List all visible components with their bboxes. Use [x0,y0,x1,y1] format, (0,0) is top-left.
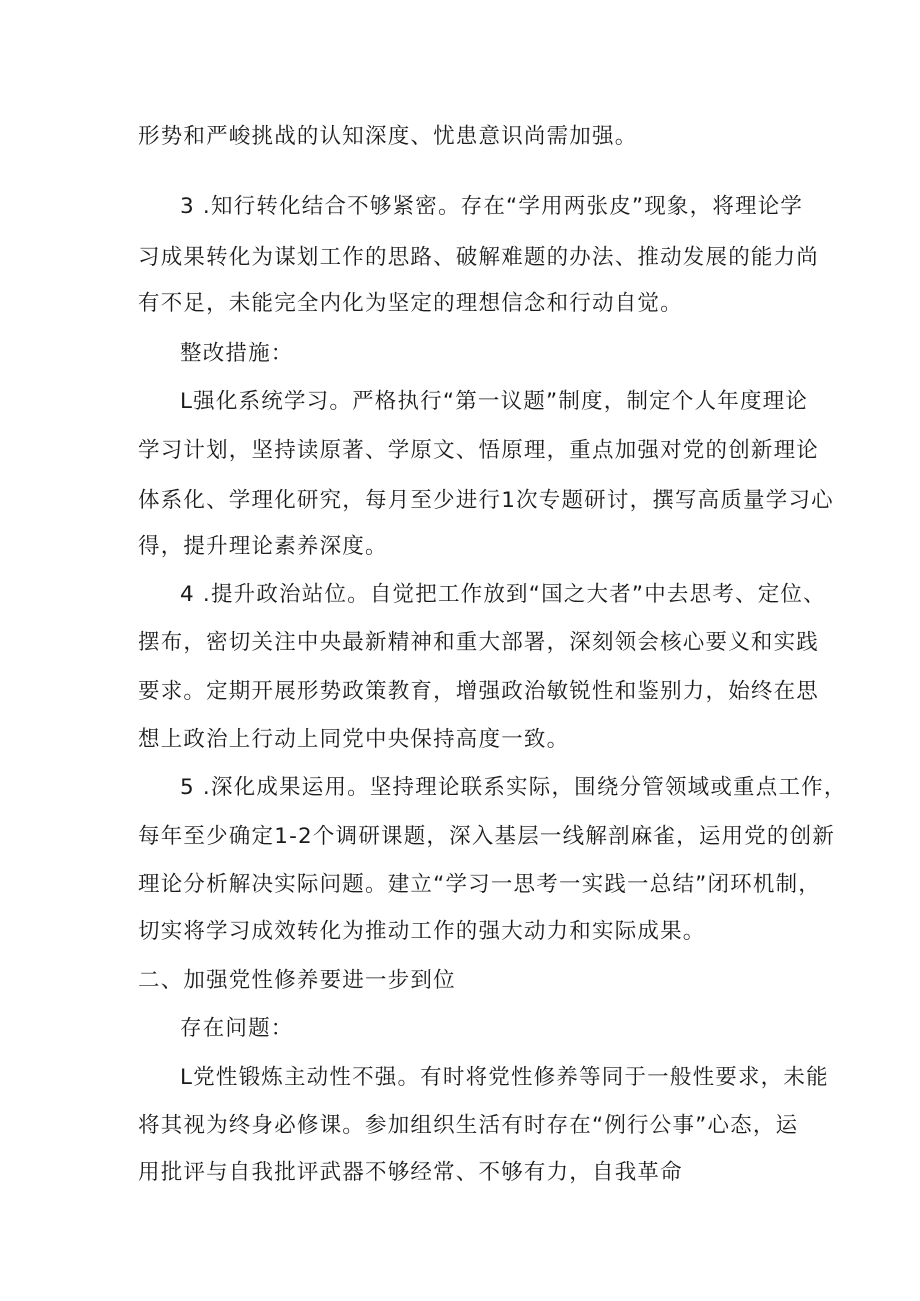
section-heading: 二、加强党性修养要进一步到位 [138,968,456,993]
paragraph-line: 想上政治上行动上同党中央保持高度一致。 [138,727,570,752]
paragraph-line: L党性锻炼主动性不强。有时将党性修养等同于一般性要求，未能 [180,1065,829,1090]
paragraph-line: 5 .深化成果运用。坚持理论联系实际，围绕分管领域或重点工作， [180,775,847,800]
paragraph-line: 将其视为终身必修课。参加组织生活有时存在“例行公事”心态，运 [138,1113,799,1138]
paragraph-line: 理论分析解决实际问题。建立“学习一思考一实践一总结”闭环机制， [138,872,821,897]
paragraph-line: 体系化、学理化研究，每月至少进行1次专题研讨，撰写高质量学习心 [138,488,834,513]
paragraph-line: 学习计划，坚持读原著、学原文、悟原理，重点加强对党的创新理论 [138,438,820,463]
paragraph-line: L强化系统学习。严格执行“第一议题”制度，制定个人年度理论 [180,389,809,414]
paragraph-line: 摆布，密切关注中央最新精神和重大部署，深刻领会核心要义和实践 [138,630,820,655]
paragraph-line: 3 .知行转化结合不够紧密。存在“学用两张皮”现象，将理论学 [180,194,804,219]
paragraph-line: 每年至少确定1-2个调研课题，深入基层一线解剖麻雀，运用党的创新 [138,824,836,849]
section-label: 存在问题： [180,1016,294,1041]
paragraph-line: 形势和严峻挑战的认知深度、忧患意识尚需加强。 [138,124,638,149]
paragraph-line: 用批评与自我批评武器不够经常、不够有力，自我革命 [138,1160,683,1185]
paragraph-line: 习成果转化为谋划工作的思路、破解难题的办法、推动发展的能力尚 [138,245,820,270]
section-label: 整改措施： [180,341,294,366]
paragraph-line: 有不足，未能完全内化为坚定的理想信念和行动自觉。 [138,291,683,316]
paragraph-line: 切实将学习成效转化为推动工作的强大动力和实际成果。 [138,919,706,944]
paragraph-line: 得，提升理论素养深度。 [138,534,388,559]
paragraph-line: 4 .提升政治站位。自觉把工作放到“国之大者”中去思考、定位、 [180,582,826,607]
paragraph-line: 要求。定期开展形势政策教育，增强政治敏锐性和鉴别力，始终在思 [138,679,820,704]
